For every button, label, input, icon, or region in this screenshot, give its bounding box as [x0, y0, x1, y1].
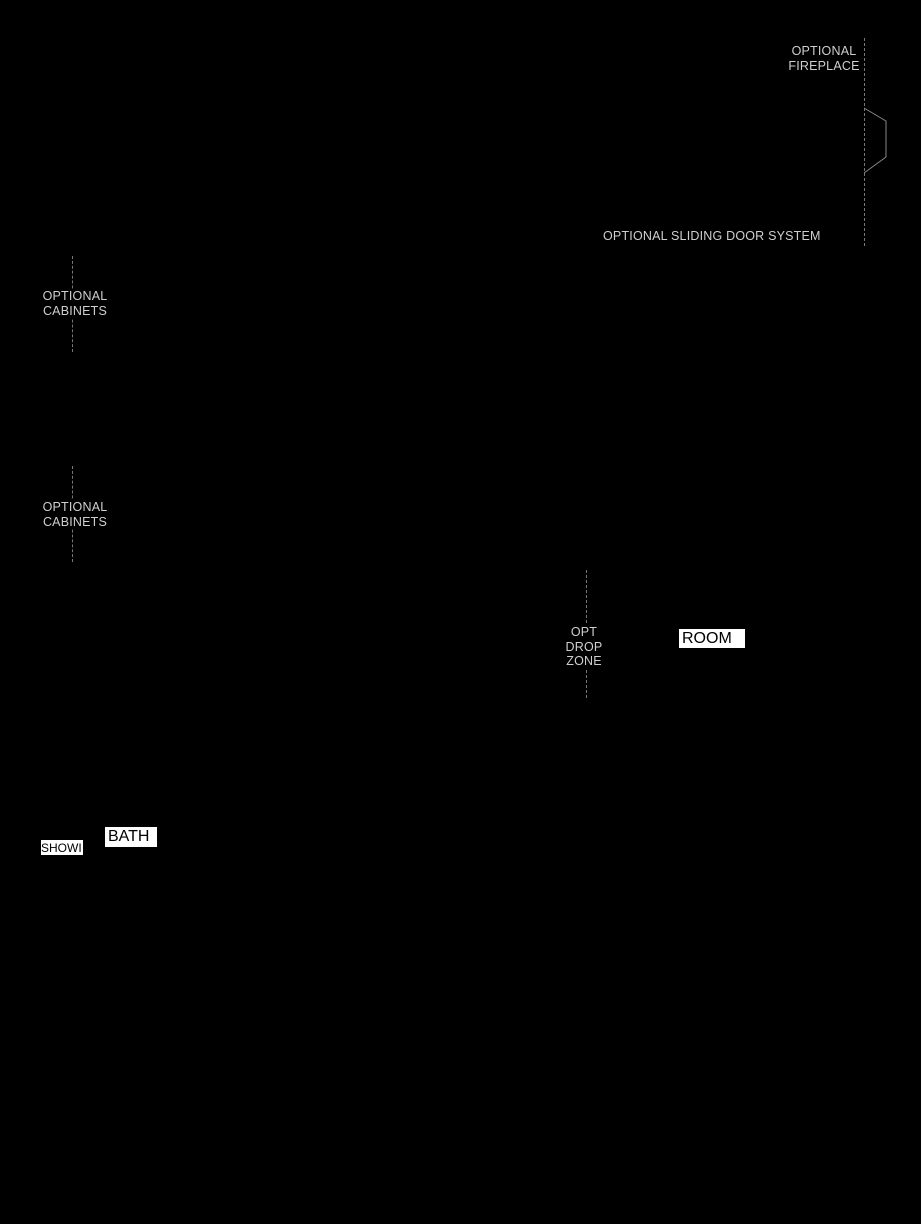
- bath-label: BATH: [105, 827, 157, 847]
- fireplace-label-line-1: OPTIONAL: [791, 44, 857, 58]
- cabinets-lower-label-line-1: OPTIONAL: [42, 500, 108, 514]
- fireplace-label: [786, 44, 862, 73]
- drop-zone-label-line-1: OPT: [570, 625, 598, 639]
- sliding-door-label: OPTIONAL SLIDING DOOR SYSTEM: [603, 229, 821, 243]
- fireplace-symbol: [862, 105, 892, 177]
- drop-zone-label-line-3: ZONE: [566, 654, 602, 668]
- drop-zone-label: [562, 625, 606, 669]
- fireplace-label-line-2: FIREPLACE: [788, 58, 860, 73]
- cabinets-lower-label: [38, 500, 112, 529]
- cabinets-upper-label-line-2: CABINETS: [42, 303, 108, 318]
- drop-zone-label-line-2: DROP: [565, 639, 603, 654]
- cabinets-lower-label-line-2: CABINETS: [42, 514, 108, 529]
- shower-label: SHOWI: [41, 841, 82, 855]
- cabinets-upper-label: [38, 289, 112, 318]
- cabinets-upper-label-line-1: OPTIONAL: [42, 289, 108, 303]
- room-label: ROOM: [679, 629, 745, 648]
